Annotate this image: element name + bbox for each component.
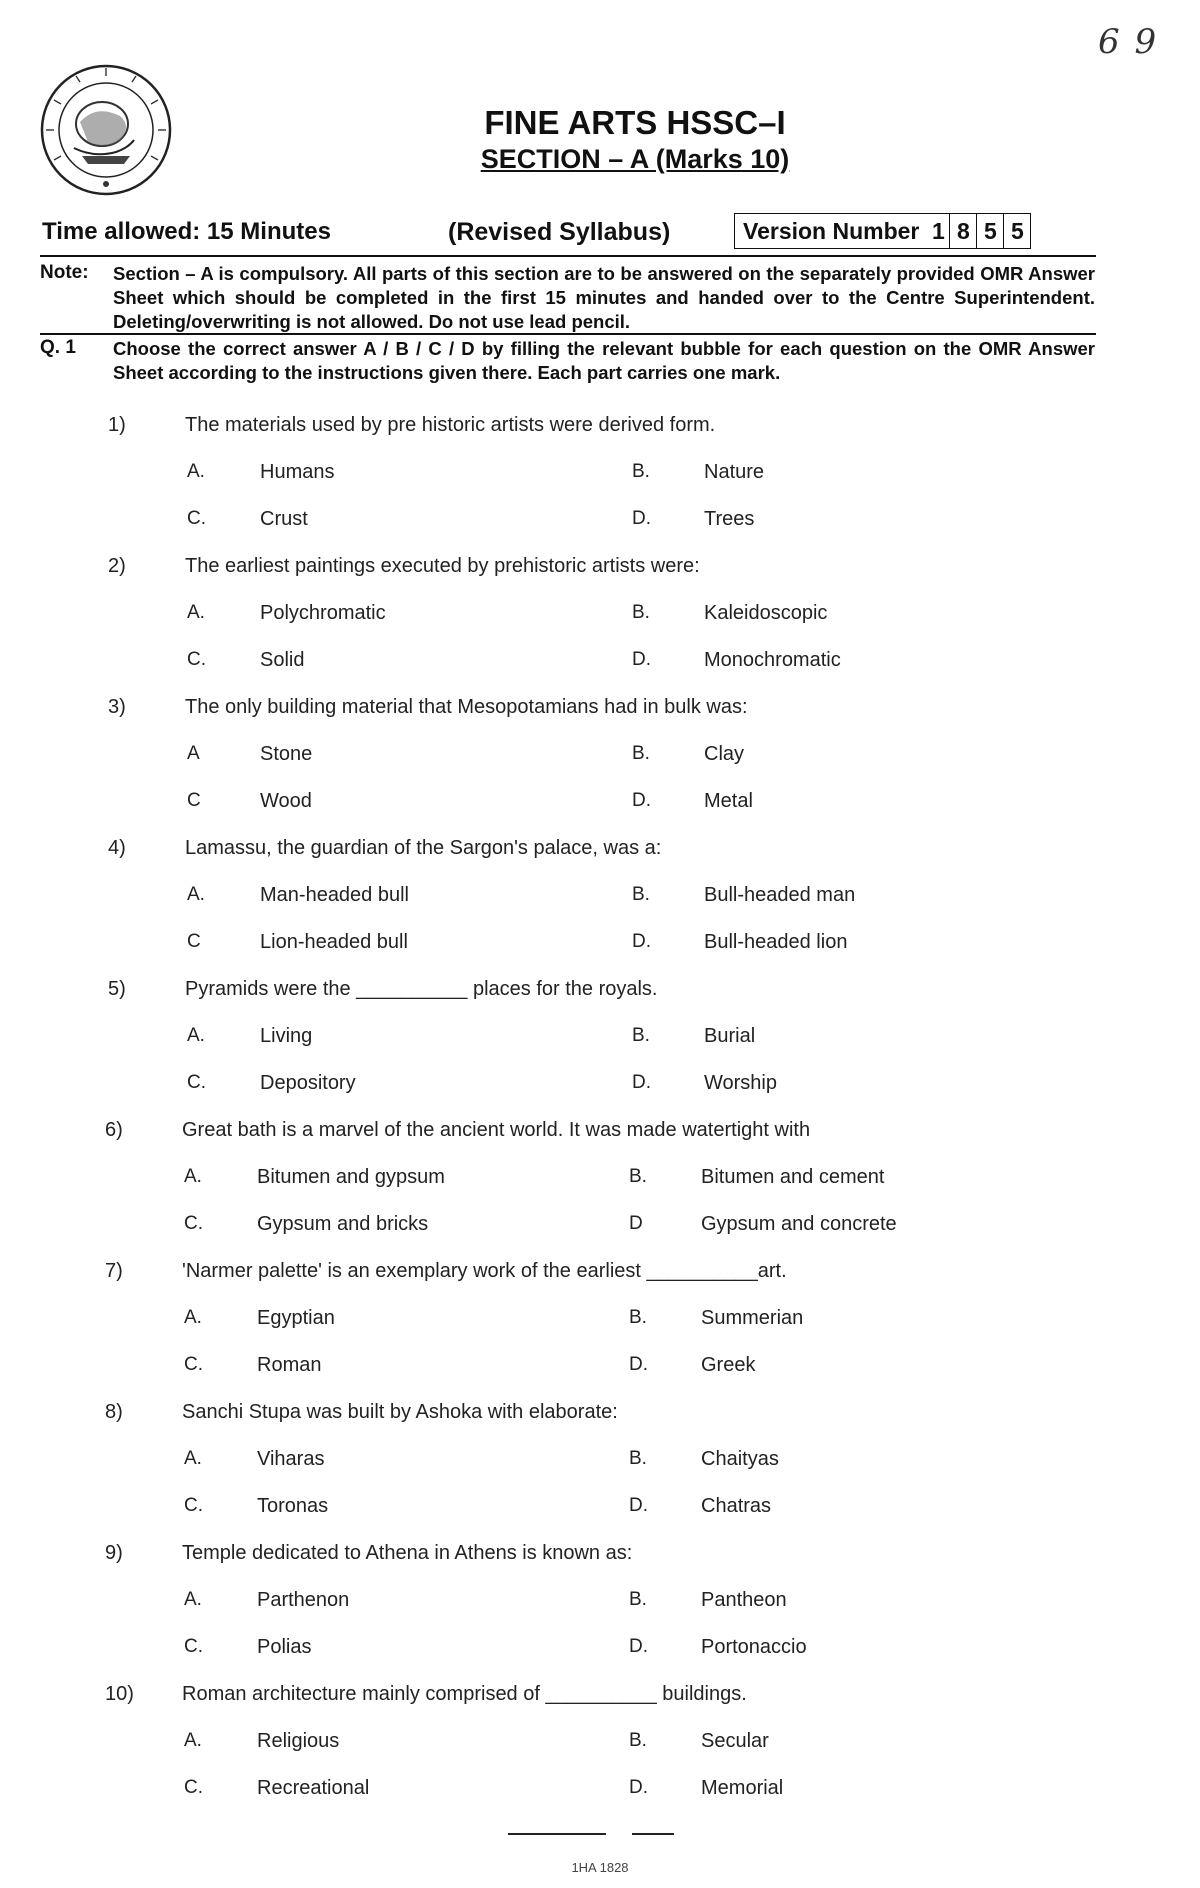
syllabus-label: (Revised Syllabus) <box>448 218 671 246</box>
option-text: Solid <box>260 649 305 671</box>
option-text: Greek <box>701 1354 756 1376</box>
option-text: Crust <box>260 508 308 530</box>
option-text: Chaityas <box>701 1448 779 1470</box>
option-letter: D <box>629 1213 643 1234</box>
option-letter: A. <box>187 461 205 482</box>
option-letter: A. <box>184 1589 202 1610</box>
question-text: Lamassu, the guardian of the Sargon's palace, was a: <box>185 837 662 859</box>
option-letter: D. <box>629 1495 648 1516</box>
option-letter: B. <box>629 1589 647 1610</box>
option-text: Memorial <box>701 1777 784 1799</box>
option-letter: B. <box>629 1448 647 1469</box>
option-letter: B. <box>629 1166 647 1187</box>
option-letter: C. <box>184 1777 203 1798</box>
option-letter: C. <box>187 649 206 670</box>
option-letter: C. <box>187 1072 206 1093</box>
option-text: Bull-headed lion <box>704 931 848 953</box>
option-text: Summerian <box>701 1307 804 1329</box>
option-letter: B. <box>629 1730 647 1751</box>
question-number: 7) <box>105 1260 123 1282</box>
option-letter: D. <box>632 1072 651 1093</box>
option-text: Nature <box>704 461 765 483</box>
option-letter: A. <box>187 602 205 623</box>
handwritten-page-mark: 6 9 <box>1098 22 1159 62</box>
option-letter: B. <box>632 884 650 905</box>
option-letter: A. <box>184 1730 202 1751</box>
option-letter: C. <box>184 1495 203 1516</box>
option-text: Bitumen and cement <box>701 1166 885 1188</box>
option-text: Portonaccio <box>701 1636 807 1658</box>
option-text: Toronas <box>257 1495 329 1517</box>
question-number: 4) <box>108 837 126 859</box>
option-text: Wood <box>260 790 312 812</box>
option-letter: A. <box>187 884 205 905</box>
option-text: Pantheon <box>701 1589 787 1611</box>
option-text: Stone <box>260 743 313 765</box>
option-letter: D. <box>629 1777 648 1798</box>
option-text: Depository <box>260 1072 356 1094</box>
option-text: Worship <box>704 1072 777 1094</box>
option-text: Egyptian <box>257 1307 335 1329</box>
question-number: 6) <box>105 1119 123 1141</box>
option-text: Chatras <box>701 1495 772 1517</box>
option-text: Gypsum and concrete <box>701 1213 897 1235</box>
option-text: Metal <box>704 790 753 812</box>
note-text: Section – A is compulsory. All parts of this section are to be answered on the separately provided OMR Answer Sheet which should be completed in the first 15 minutes and handed over to the Centre Superintendent. Deleting/overwriting is not allowed. Do not use lead pencil. <box>113 263 1095 332</box>
option-text: Polychromatic <box>260 602 386 624</box>
question-instruction: Choose the correct answer A / B / C / D by filling the relevant bubble for each question on the OMR Answer Sheet according to the instructions given there. Each part carries one mark. <box>113 338 1095 383</box>
option-text: Viharas <box>257 1448 325 1470</box>
question-number: 10) <box>105 1683 134 1705</box>
question-text: Great bath is a marvel of the ancient world. It was made watertight with <box>182 1119 811 1141</box>
question-number: 1) <box>108 414 126 436</box>
option-letter: C. <box>184 1354 203 1375</box>
option-letter: D. <box>632 931 651 952</box>
question-text: The materials used by pre historic artists were derived form. <box>185 414 716 436</box>
option-letter: B. <box>632 743 650 764</box>
option-letter: D. <box>629 1636 648 1657</box>
divider <box>40 255 1096 257</box>
question-text: Roman architecture mainly comprised of __________ buildings. <box>182 1683 747 1705</box>
question-number: 2) <box>108 555 126 577</box>
version-digit: 8 <box>949 214 976 248</box>
option-text: Living <box>260 1025 313 1047</box>
question-number: 8) <box>105 1401 123 1423</box>
version-digit: 1 <box>931 218 945 244</box>
option-text: Bitumen and gypsum <box>257 1166 445 1188</box>
version-label: Version Number <box>743 217 920 244</box>
version-digit: 5 <box>1003 214 1030 248</box>
option-text: Lion-headed bull <box>260 931 408 953</box>
footer-rule <box>632 1833 674 1835</box>
question-text: The earliest paintings executed by prehistoric artists were: <box>185 555 700 577</box>
option-text: Clay <box>704 743 745 765</box>
option-text: Monochromatic <box>704 649 841 671</box>
option-text: Kaleidoscopic <box>704 602 828 624</box>
option-text: Burial <box>704 1025 756 1047</box>
time-allowed: Time allowed: 15 Minutes <box>42 218 331 245</box>
option-letter: B. <box>632 1025 650 1046</box>
option-letter: C. <box>184 1213 203 1234</box>
option-text: Gypsum and bricks <box>257 1213 429 1235</box>
option-letter: C. <box>187 508 206 529</box>
option-letter: C. <box>184 1636 203 1657</box>
version-digit: 5 <box>976 214 1003 248</box>
question-number: 5) <box>108 978 126 1000</box>
question-label: Q. 1 <box>40 337 76 358</box>
option-letter: A <box>187 743 200 764</box>
option-letter: D. <box>632 508 651 529</box>
option-letter: B. <box>632 461 650 482</box>
option-text: Bull-headed man <box>704 884 856 906</box>
option-text: Secular <box>701 1730 769 1752</box>
question-number: 3) <box>108 696 126 718</box>
question-text: Temple dedicated to Athena in Athens is known as: <box>182 1542 633 1564</box>
option-text: Roman <box>257 1354 322 1376</box>
option-letter: D. <box>632 649 651 670</box>
question-text: The only building material that Mesopotamians had in bulk was: <box>185 696 748 718</box>
divider <box>40 333 1096 335</box>
option-letter: A. <box>184 1307 202 1328</box>
question-text: Sanchi Stupa was built by Ashoka with elaborate: <box>182 1401 618 1423</box>
option-text: Trees <box>704 508 755 530</box>
option-letter: C <box>187 790 201 811</box>
option-text: Humans <box>260 461 335 483</box>
option-letter: A. <box>184 1166 202 1187</box>
option-text: Religious <box>257 1730 340 1752</box>
exam-title: FINE ARTS HSSC–I <box>484 104 786 141</box>
note-label: Note: <box>40 262 89 283</box>
option-text: Recreational <box>257 1777 370 1799</box>
option-letter: D. <box>629 1354 648 1375</box>
option-text: Man-headed bull <box>260 884 409 906</box>
question-text: Pyramids were the __________ places for the royals. <box>185 978 658 1000</box>
question-number: 9) <box>105 1542 123 1564</box>
option-letter: C <box>187 931 201 952</box>
option-letter: B. <box>632 602 650 623</box>
option-letter: B. <box>629 1307 647 1328</box>
option-letter: D. <box>632 790 651 811</box>
section-heading: SECTION – A (Marks 10) <box>480 144 790 174</box>
footer-rule <box>508 1833 606 1835</box>
version-number-box <box>734 213 1031 249</box>
question-text: 'Narmer palette' is an exemplary work of the earliest __________art. <box>182 1260 787 1282</box>
option-letter: A. <box>187 1025 205 1046</box>
option-text: Polias <box>257 1636 312 1658</box>
option-text: Parthenon <box>257 1589 350 1611</box>
paper-code: 1HA 1828 <box>571 1860 629 1875</box>
option-letter: A. <box>184 1448 202 1469</box>
